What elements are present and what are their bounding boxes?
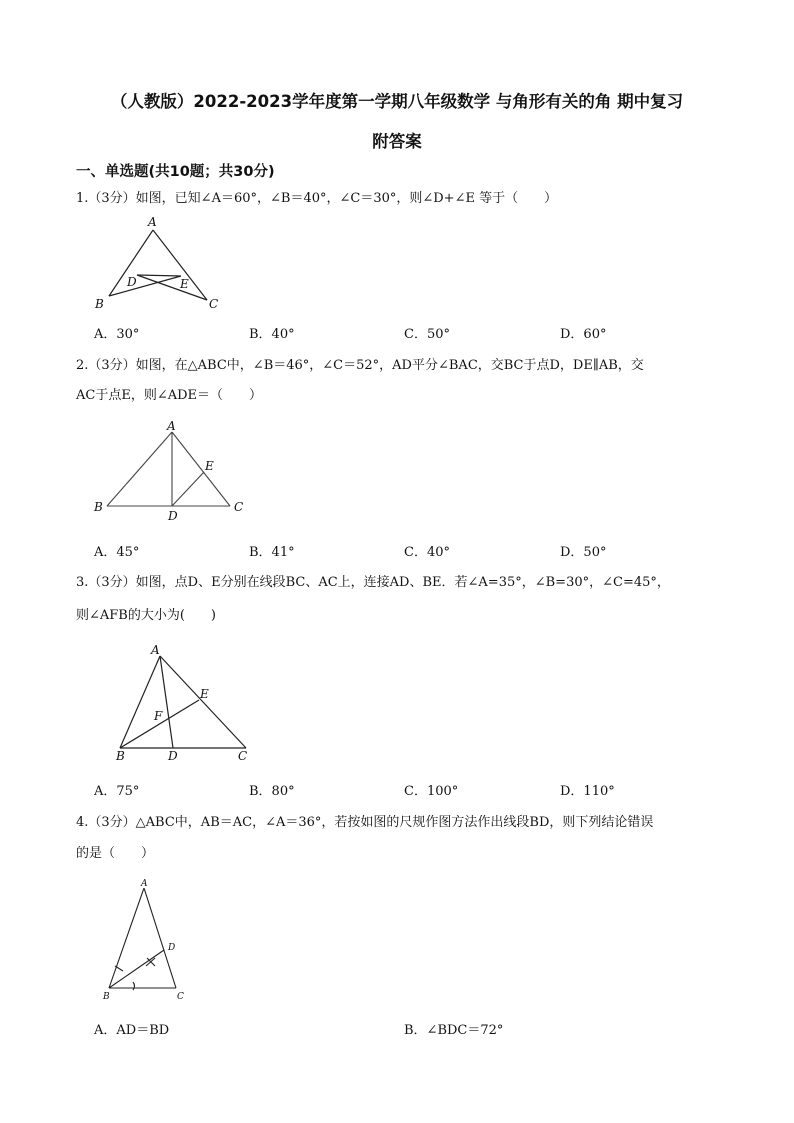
question-2-text-line2: AC于点E，则∠ADE＝（ ） [76,388,263,403]
q1-option-b[interactable]: B．40° [249,327,295,342]
question-3-figure [110,640,260,765]
question-1-figure [85,212,235,317]
question-2-figure [90,418,250,526]
q3-label-e: E [200,687,209,701]
q1-option-d[interactable]: D．60° [560,327,607,342]
q1-option-a[interactable]: A．30° [94,327,140,342]
q3-label-a: A [151,643,160,657]
q4-label-b: B [103,992,110,1002]
q4-label-d: D [168,943,176,953]
q2-label-c: C [234,500,244,514]
question-3-text-line1: 3.（3分）如图，点D、E分别在线段BC、AC上，连接AD、BE．若∠A=35°，∠B=30°，∠C=45°， [76,575,670,590]
q3-label-b: B [116,749,125,763]
question-4-text-line1: 4.（3分）△ABC中，AB＝AC，∠A＝36°，若按如图的尺规作图方法作出线段BD，则下列结论错误 [76,815,654,830]
page-title-line2: 附答案 [372,132,422,151]
q3-label-d: D [168,749,178,763]
question-4-figure [95,874,205,1006]
q1-label-d: D [127,275,137,289]
q1-label-b: B [95,297,104,311]
question-4-text-line2: 的是（ ） [76,846,155,861]
q2-option-a[interactable]: A．45° [94,545,140,560]
question-1-text: 1.（3分）如图，已知∠A＝60°，∠B＝40°，∠C＝30°，则∠D+∠E 等于（ ） [76,191,558,206]
q1-option-c[interactable]: C．50° [404,327,450,342]
q2-option-b[interactable]: B．41° [249,545,295,560]
q1-label-a: A [148,215,157,229]
q2-label-e: E [205,459,214,473]
q1-label-e: E [180,277,189,291]
q2-option-c[interactable]: C．40° [404,545,450,560]
q3-label-f: F [154,709,163,723]
q4-label-a: A [141,879,148,889]
q3-option-d[interactable]: D．110° [560,784,615,799]
q2-label-d: D [168,509,178,523]
question-3-text-line2: 则∠AFB的大小为( ) [76,608,216,623]
question-2-text-line1: 2.（3分）如图，在△ABC中，∠B＝46°，∠C＝52°，AD平分∠BAC，交BC于点D，DE∥AB，交 [76,358,644,373]
q3-option-b[interactable]: B．80° [249,784,295,799]
q4-label-c: C [177,992,184,1002]
q3-label-c: C [238,749,248,763]
q2-label-b: B [94,500,103,514]
q4-option-b[interactable]: B．∠BDC＝72° [404,1023,504,1038]
q4-option-a[interactable]: A．AD＝BD [94,1023,170,1038]
q1-label-c: C [209,297,219,311]
q3-option-a[interactable]: A．75° [94,784,140,799]
page-title: （人教版）2022-2023学年度第一学期八年级数学 与角形有关的角 期中复习 [110,92,684,111]
q2-label-a: A [167,419,176,433]
section-heading: 一、单选题(共10题；共30分) [76,164,275,180]
q2-option-d[interactable]: D．50° [560,545,607,560]
q3-option-c[interactable]: C．100° [404,784,459,799]
